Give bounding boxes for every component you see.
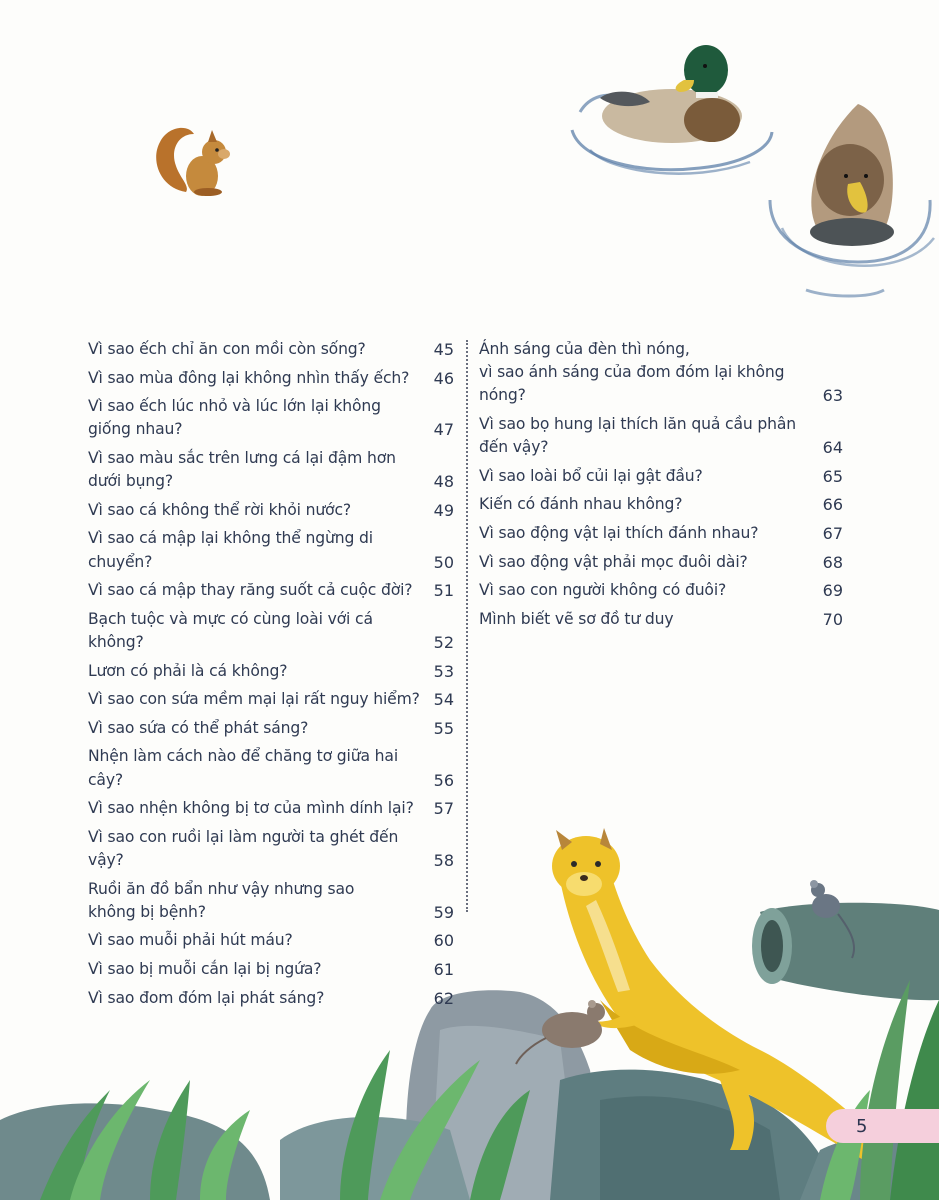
toc-item-page: 70 <box>822 609 843 629</box>
toc-item-title: Vì sao con người không có đuôi? <box>479 581 727 600</box>
toc-item-page: 53 <box>433 661 454 681</box>
toc-item[interactable] <box>479 465 843 488</box>
toc-item[interactable] <box>479 551 843 574</box>
toc-item[interactable] <box>88 660 454 683</box>
toc-item-title: Bạch tuộc và mực có cùng loài với cá không? <box>88 609 373 651</box>
page-number: 5 <box>856 1115 868 1137</box>
toc-item-title: Vì sao cá mập thay răng suốt cả cuộc đời? <box>88 581 413 600</box>
column-divider <box>466 340 468 912</box>
toc-item-title: Vì sao mùa đông lại không nhìn thấy ếch? <box>88 368 410 387</box>
toc-item[interactable] <box>88 608 454 654</box>
toc-item-page: 67 <box>822 523 843 543</box>
toc-item[interactable] <box>88 688 454 711</box>
toc-item[interactable] <box>479 338 843 408</box>
toc-item-page: 48 <box>433 472 454 492</box>
toc-item-page: 49 <box>433 500 454 520</box>
toc-item-title: Mình biết vẽ sơ đồ tư duy <box>479 609 674 628</box>
toc-item-title: Vì sao loài bổ củi lại gật đầu? <box>479 466 703 485</box>
toc-item-page: 58 <box>433 850 454 870</box>
toc-item-page: 68 <box>822 552 843 572</box>
toc-item-page: 55 <box>433 718 454 738</box>
toc-left-column <box>88 338 454 1015</box>
toc-item[interactable] <box>479 608 843 631</box>
toc-item-page: 47 <box>433 420 454 440</box>
toc-item-title: Lươn có phải là cá không? <box>88 661 288 680</box>
toc-item-title: Vì sao muỗi phải hút máu? <box>88 931 293 950</box>
toc-item[interactable] <box>88 367 454 390</box>
toc-item[interactable] <box>479 579 843 602</box>
toc-item-title: Vì sao bị muỗi cắn lại bị ngứa? <box>88 959 322 978</box>
toc-right-column <box>479 338 843 636</box>
toc-item[interactable] <box>88 987 454 1010</box>
toc-item-page: 45 <box>433 340 454 359</box>
toc-item-page: 69 <box>822 581 843 601</box>
toc-item-page: 61 <box>433 959 454 979</box>
toc-item-page: 60 <box>433 931 454 951</box>
toc-item-title: Nhện làm cách nào để chăng tơ giữa hai cây? <box>88 747 399 789</box>
toc-item-title: Vì sao sứa có thể phát sáng? <box>88 718 309 737</box>
toc-item-title: Vì sao con sứa mềm mại lại rất nguy hiểm? <box>88 690 420 709</box>
toc-item[interactable] <box>88 745 454 791</box>
toc-item[interactable] <box>88 958 454 981</box>
toc-item-title: Vì sao ếch chỉ ăn con mồi còn sống? <box>88 340 366 358</box>
toc-item[interactable] <box>88 499 454 522</box>
toc-item[interactable] <box>88 527 454 573</box>
toc-item[interactable] <box>88 826 454 872</box>
toc-item-page: 51 <box>433 581 454 601</box>
toc-item-title: Vì sao động vật lại thích đánh nhau? <box>479 523 759 542</box>
toc-item[interactable] <box>88 797 454 820</box>
toc-item-page: 66 <box>822 495 843 515</box>
toc-item-page: 62 <box>433 988 454 1008</box>
toc-item-title: Ruồi ăn đồ bẩn như vậy nhưng sao không bị bệnh? <box>88 879 355 921</box>
toc-item-title: Vì sao màu sắc trên lưng cá lại đậm hơn dưới bụng? <box>88 448 396 491</box>
toc-item[interactable] <box>479 522 843 545</box>
toc-item[interactable] <box>479 413 843 459</box>
page-number-tab <box>826 1109 939 1143</box>
toc-item-page: 65 <box>822 466 843 486</box>
toc-item-page: 63 <box>822 386 843 406</box>
toc-item-page: 64 <box>822 438 843 458</box>
toc-item-title: Vì sao bọ hung lại thích lăn quả cầu phân đến vậy? <box>479 415 797 457</box>
toc-item-title: Vì sao đom đóm lại phát sáng? <box>88 988 325 1007</box>
squirrel-illustration <box>156 128 230 196</box>
toc-item-page: 46 <box>433 368 454 388</box>
toc-item-title: Vì sao động vật phải mọc đuôi dài? <box>479 552 748 571</box>
toc-item-title: Vì sao con ruồi lại làm người ta ghét đến vậy? <box>88 827 399 869</box>
toc-item[interactable] <box>88 878 454 924</box>
toc-item-title: Kiến có đánh nhau không? <box>479 495 683 514</box>
toc-item[interactable] <box>88 395 454 441</box>
pipe-illustration <box>752 903 939 1000</box>
toc-item[interactable] <box>88 579 454 602</box>
toc-item[interactable] <box>479 493 843 516</box>
toc-item[interactable] <box>88 338 454 361</box>
toc-item[interactable] <box>88 447 454 493</box>
toc-item-title: Ánh sáng của đèn thì nóng, vì sao ánh sáng của đom đóm lại không nóng? <box>479 340 785 405</box>
toc-item-page: 57 <box>433 799 454 819</box>
female-duck-illustration <box>770 104 934 296</box>
toc-item-title: Vì sao cá mập lại không thể ngừng di chuyển? <box>88 529 373 571</box>
toc-item-title: Vì sao cá không thể rời khỏi nước? <box>88 500 352 519</box>
toc-item-page: 54 <box>433 690 454 710</box>
toc-item-page: 52 <box>433 632 454 652</box>
toc-item[interactable] <box>88 929 454 952</box>
toc-item-title: Vì sao nhện không bị tơ của mình dính lại? <box>88 799 414 818</box>
toc-item-page: 59 <box>433 902 454 922</box>
toc-item-page: 56 <box>433 770 454 790</box>
toc-item-title: Vì sao ếch lúc nhỏ và lúc lớn lại không giống nhau? <box>88 397 381 439</box>
toc-item-page: 50 <box>433 552 454 572</box>
toc-item[interactable] <box>88 717 454 740</box>
mallard-duck-illustration <box>572 45 772 174</box>
